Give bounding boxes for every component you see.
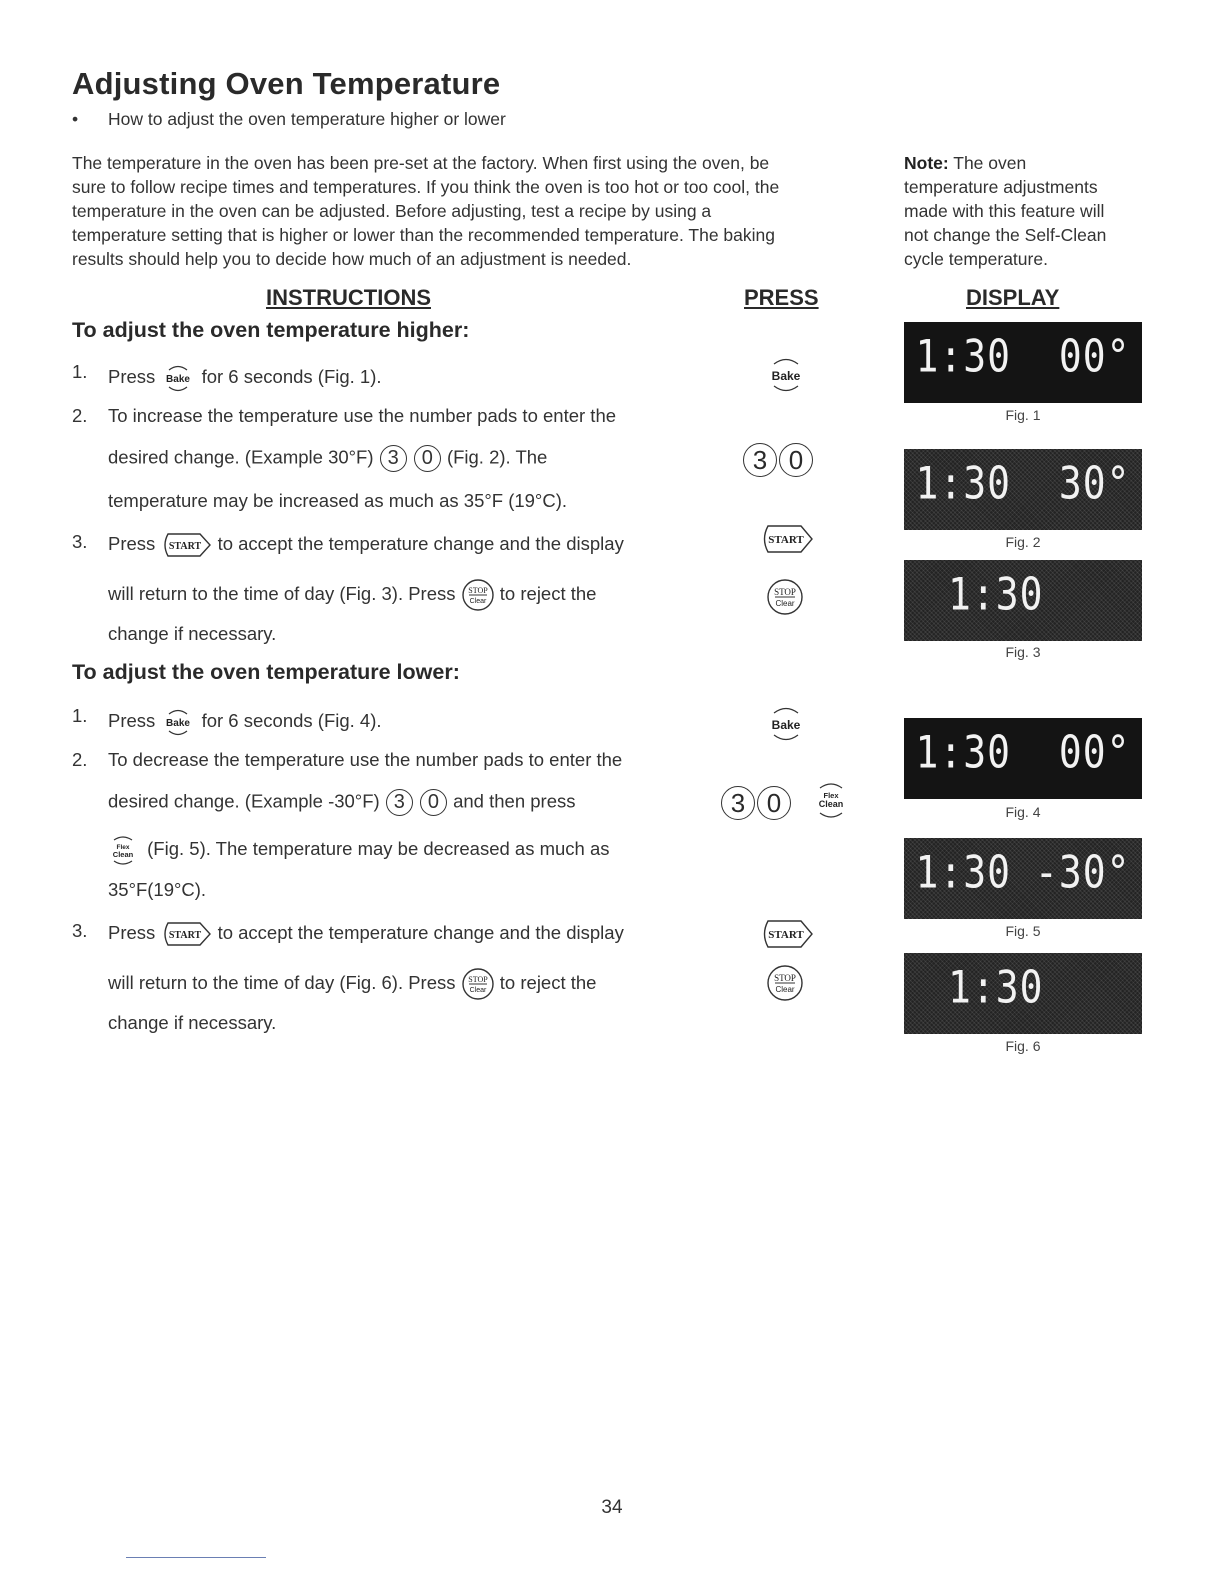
oven-display-fig-5: [904, 838, 1142, 919]
clean-key-label: Clean: [818, 799, 844, 809]
press-stop-clear-key-icon: [765, 963, 805, 1003]
step-text: desired change. (Example -30°F): [108, 790, 385, 812]
intro-line: sure to follow recipe times and temperatures. If you think the oven is too hot or too cool, the: [72, 177, 780, 197]
step-text: to reject the: [499, 582, 597, 604]
step-number: 2.: [72, 405, 88, 426]
oven-display-fig-6: [904, 953, 1142, 1034]
bake-key-label: Bake: [166, 374, 191, 385]
number-0-key-icon: 0: [779, 443, 813, 477]
step-text: for 6 seconds (Fig. 4).: [201, 709, 382, 731]
step-text: (Fig. 2). The: [446, 446, 548, 468]
flex-key-label: Flex: [116, 844, 130, 851]
page-number: 34: [601, 1497, 623, 1518]
stop-clear-key-icon: [461, 967, 495, 1001]
figure-caption: Fig. 6: [1005, 1038, 1041, 1054]
step-text: Press: [108, 921, 161, 943]
lower-step-1: [72, 705, 692, 735]
number-3-key-icon: 3: [743, 443, 777, 477]
bullet: •: [72, 109, 79, 129]
flex-clean-key-icon: [104, 833, 142, 867]
note-line: made with this feature will: [904, 201, 1105, 221]
oven-display-fig-2: [904, 449, 1142, 530]
step-number: 1.: [72, 361, 88, 382]
step-text: To increase the temperature use the number pads to enter the: [108, 405, 617, 426]
section-heading-higher: To adjust the oven temperature higher:: [72, 318, 470, 342]
number-0-key-icon: 0: [414, 445, 441, 472]
step-number: 2.: [72, 749, 88, 770]
figure-caption: Fig. 3: [1005, 644, 1041, 660]
step-number: 3.: [72, 531, 88, 552]
start-key-icon: [160, 920, 212, 948]
intro-line: temperature in the oven can be adjusted. Before adjusting, test a recipe by using a: [72, 201, 712, 221]
step-number: 1.: [72, 705, 88, 726]
oven-display-fig-4: [904, 718, 1142, 799]
step-text: desired change. (Example 30°F): [108, 446, 379, 468]
clear-key-label: Clear: [775, 985, 795, 994]
oven-display-fig-1: [904, 322, 1142, 403]
clear-key-label: Clear: [469, 598, 487, 605]
column-header-press: PRESS: [744, 285, 819, 310]
section-heading-lower: To adjust the oven temperature lower:: [72, 660, 460, 684]
column-header-instructions: INSTRUCTIONS: [266, 285, 431, 310]
step-text: will return to the time of day (Fig. 3). Press: [108, 582, 461, 604]
bake-key-icon: [160, 705, 196, 739]
press-start-key-icon: [760, 523, 814, 555]
step-text: Press: [108, 365, 161, 387]
start-key-label: START: [169, 541, 202, 552]
press-bake-key-icon: [764, 352, 808, 396]
press-start-key-icon: [760, 918, 814, 950]
step-text: (Fig. 5). The temperature may be decreased as much as: [147, 837, 610, 859]
note-line: not change the Self-Clean: [904, 225, 1107, 245]
bake-key-label: Bake: [771, 718, 801, 732]
step-text: To decrease the temperature use the number pads to enter the: [108, 749, 623, 770]
figure-caption: Fig. 1: [1005, 407, 1041, 423]
figure-caption: Fig. 2: [1005, 534, 1041, 550]
number-3-key-icon: 3: [380, 445, 407, 472]
step-text: to reject the: [499, 971, 597, 993]
step-text: temperature may be increased as much as 35°F (19°C).: [108, 490, 567, 511]
press-stop-clear-key-icon: [765, 577, 805, 617]
step-number: 3.: [72, 920, 88, 941]
oven-display-fig-3: [904, 560, 1142, 641]
display-readout: 1:30 00°: [915, 726, 1131, 778]
display-readout: 1:30: [948, 961, 1044, 1013]
stop-key-label: STOP: [774, 973, 796, 983]
step-text: Press: [108, 709, 161, 731]
step-text: will return to the time of day (Fig. 6). Press: [108, 971, 461, 993]
bake-key-icon: [160, 361, 196, 395]
step-text: change if necessary.: [108, 623, 277, 644]
step-text: and then press: [453, 790, 576, 812]
number-3-key-icon: 3: [721, 786, 755, 820]
press-number-keys: [720, 786, 792, 820]
figure-caption: Fig. 4: [1005, 804, 1041, 820]
clear-key-label: Clear: [775, 599, 795, 608]
intro-line: results should help you to decide how much of an adjustment is needed.: [72, 249, 632, 269]
flex-key-label: Flex: [823, 791, 839, 800]
figure-caption: Fig. 5: [1005, 923, 1041, 939]
number-0-key-icon: 0: [757, 786, 791, 820]
subtitle: [72, 109, 506, 130]
lower-step-3: [72, 920, 692, 1035]
intro-paragraph: [72, 151, 882, 271]
press-bake-key-icon: [764, 701, 808, 745]
higher-step-3: [72, 531, 692, 646]
intro-line: The temperature in the oven has been pre-set at the factory. When first using the oven, be: [72, 153, 770, 173]
higher-step-2: [72, 405, 692, 515]
display-readout: 1:30 -30°: [915, 846, 1131, 898]
clean-key-label: Clean: [112, 850, 134, 859]
note-line: cycle temperature.: [904, 249, 1048, 269]
start-key-label: START: [768, 534, 804, 546]
footer-rule: [126, 1557, 266, 1558]
note-line: temperature adjustments: [904, 177, 1098, 197]
intro-line: temperature setting that is higher or lower than the recommended temperature. The baking: [72, 225, 775, 245]
bake-key-label: Bake: [771, 369, 801, 383]
start-key-icon: [160, 531, 212, 559]
step-text: Press: [108, 532, 161, 554]
step-text: change if necessary.: [108, 1012, 277, 1033]
page-title: Adjusting Oven Temperature: [72, 66, 501, 101]
step-text: to accept the temperature change and the display: [217, 532, 624, 554]
lower-step-2: [72, 749, 692, 904]
stop-clear-key-icon: [461, 578, 495, 612]
step-text: for 6 seconds (Fig. 1).: [201, 365, 382, 387]
column-header-display: DISPLAY: [966, 285, 1060, 310]
clear-key-label: Clear: [469, 987, 487, 994]
subtitle-text: How to adjust the oven temperature higher or lower: [108, 109, 506, 129]
press-number-keys: [742, 443, 814, 477]
start-key-label: START: [768, 929, 804, 941]
start-key-label: START: [169, 930, 202, 941]
note-line: The oven: [948, 153, 1027, 173]
step-text: 35°F(19°C).: [108, 879, 207, 900]
display-readout: 1:30 30°: [915, 457, 1131, 509]
number-0-key-icon: 0: [420, 789, 447, 816]
press-flex-clean-key-icon: [810, 778, 852, 822]
bake-key-label: Bake: [166, 718, 191, 729]
higher-step-1: [72, 361, 692, 391]
display-readout: 1:30: [948, 568, 1044, 620]
stop-key-label: STOP: [467, 586, 488, 595]
number-3-key-icon: 3: [386, 789, 413, 816]
note-label: Note:: [904, 153, 949, 173]
stop-key-label: STOP: [467, 975, 488, 984]
display-readout: 1:30 00°: [915, 330, 1131, 382]
step-text: to accept the temperature change and the display: [217, 921, 624, 943]
stop-key-label: STOP: [774, 587, 796, 597]
note-box: [904, 151, 1149, 271]
